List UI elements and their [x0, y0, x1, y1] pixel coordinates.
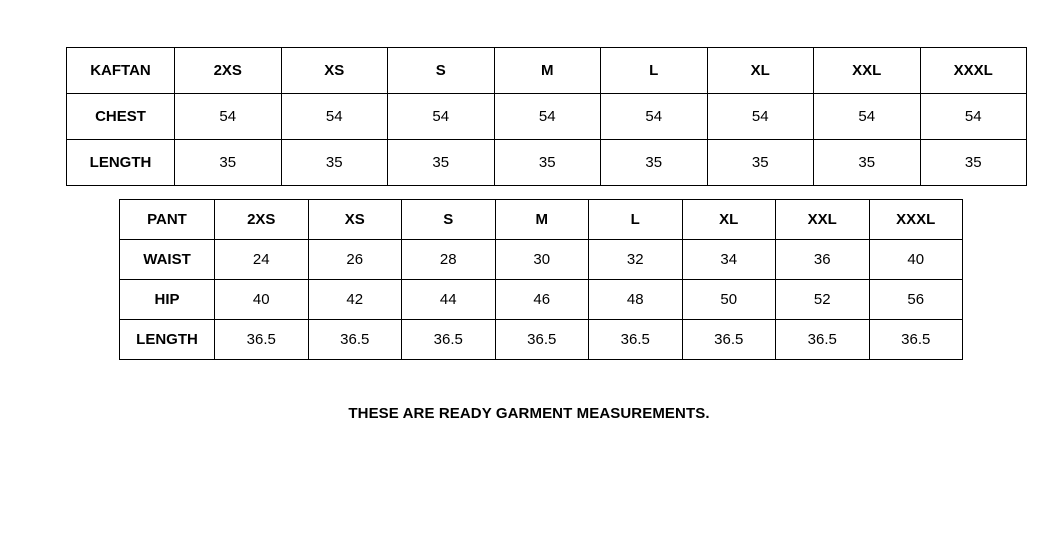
pant-length-2xs: 36.5	[215, 320, 309, 360]
pant-header-size-xl: XL	[682, 200, 776, 240]
kaftan-length-xl: 35	[707, 140, 814, 186]
kaftan-header-size-xl: XL	[707, 48, 814, 94]
kaftan-chest-m: 54	[494, 94, 601, 140]
kaftan-length-xxl: 35	[814, 140, 921, 186]
kaftan-header-size-l: L	[601, 48, 708, 94]
pant-waist-l: 32	[589, 240, 683, 280]
pant-length-l: 36.5	[589, 320, 683, 360]
table-row	[120, 320, 963, 360]
kaftan-length-s: 35	[388, 140, 495, 186]
kaftan-length-xs: 35	[281, 140, 388, 186]
pant-hip-xs: 42	[308, 280, 402, 320]
pant-waist-s: 28	[402, 240, 496, 280]
pant-header-size-xs: XS	[308, 200, 402, 240]
kaftan-header-size-m: M	[494, 48, 601, 94]
pant-hip-2xs: 40	[215, 280, 309, 320]
kaftan-header-size-s: S	[388, 48, 495, 94]
pant-row-label-waist: WAIST	[120, 240, 215, 280]
measurements-footnote: THESE ARE READY GARMENT MEASUREMENTS.	[348, 405, 710, 422]
kaftan-chest-xxl: 54	[814, 94, 921, 140]
pant-header-title: PANT	[120, 200, 215, 240]
kaftan-chest-xs: 54	[281, 94, 388, 140]
kaftan-length-m: 35	[494, 140, 601, 186]
kaftan-chest-xl: 54	[707, 94, 814, 140]
pant-length-m: 36.5	[495, 320, 589, 360]
pant-waist-2xs: 24	[215, 240, 309, 280]
pant-row-label-length: LENGTH	[120, 320, 215, 360]
pant-length-xxxl: 36.5	[869, 320, 963, 360]
pant-length-xl: 36.5	[682, 320, 776, 360]
table-row	[67, 94, 1027, 140]
table-header-row	[67, 48, 1027, 94]
pant-waist-xxl: 36	[776, 240, 870, 280]
pant-hip-s: 44	[402, 280, 496, 320]
pant-size-table	[119, 199, 963, 360]
pant-waist-xxxl: 40	[869, 240, 963, 280]
pant-hip-m: 46	[495, 280, 589, 320]
kaftan-chest-s: 54	[388, 94, 495, 140]
kaftan-length-2xs: 35	[175, 140, 282, 186]
table-header-row	[120, 200, 963, 240]
pant-waist-xs: 26	[308, 240, 402, 280]
kaftan-length-xxxl: 35	[920, 140, 1027, 186]
table-row	[67, 140, 1027, 186]
kaftan-row-label-chest: CHEST	[67, 94, 175, 140]
pant-row-label-hip: HIP	[120, 280, 215, 320]
pant-hip-xl: 50	[682, 280, 776, 320]
kaftan-header-title: KAFTAN	[67, 48, 175, 94]
kaftan-size-table	[66, 47, 1027, 186]
pant-hip-xxl: 52	[776, 280, 870, 320]
kaftan-header-size-xxl: XXL	[814, 48, 921, 94]
pant-waist-xl: 34	[682, 240, 776, 280]
kaftan-chest-xxxl: 54	[920, 94, 1027, 140]
kaftan-chest-2xs: 54	[175, 94, 282, 140]
pant-header-size-l: L	[589, 200, 683, 240]
pant-length-xs: 36.5	[308, 320, 402, 360]
table-row	[120, 280, 963, 320]
kaftan-row-label-length: LENGTH	[67, 140, 175, 186]
table-row	[120, 240, 963, 280]
pant-header-size-xxl: XXL	[776, 200, 870, 240]
pant-length-xxl: 36.5	[776, 320, 870, 360]
kaftan-header-size-xs: XS	[281, 48, 388, 94]
pant-header-size-2xs: 2XS	[215, 200, 309, 240]
pant-waist-m: 30	[495, 240, 589, 280]
kaftan-header-size-2xs: 2XS	[175, 48, 282, 94]
pant-header-size-m: M	[495, 200, 589, 240]
pant-header-size-xxxl: XXXL	[869, 200, 963, 240]
kaftan-header-size-xxxl: XXXL	[920, 48, 1027, 94]
kaftan-length-l: 35	[601, 140, 708, 186]
pant-header-size-s: S	[402, 200, 496, 240]
pant-hip-l: 48	[589, 280, 683, 320]
pant-length-s: 36.5	[402, 320, 496, 360]
pant-hip-xxxl: 56	[869, 280, 963, 320]
kaftan-chest-l: 54	[601, 94, 708, 140]
